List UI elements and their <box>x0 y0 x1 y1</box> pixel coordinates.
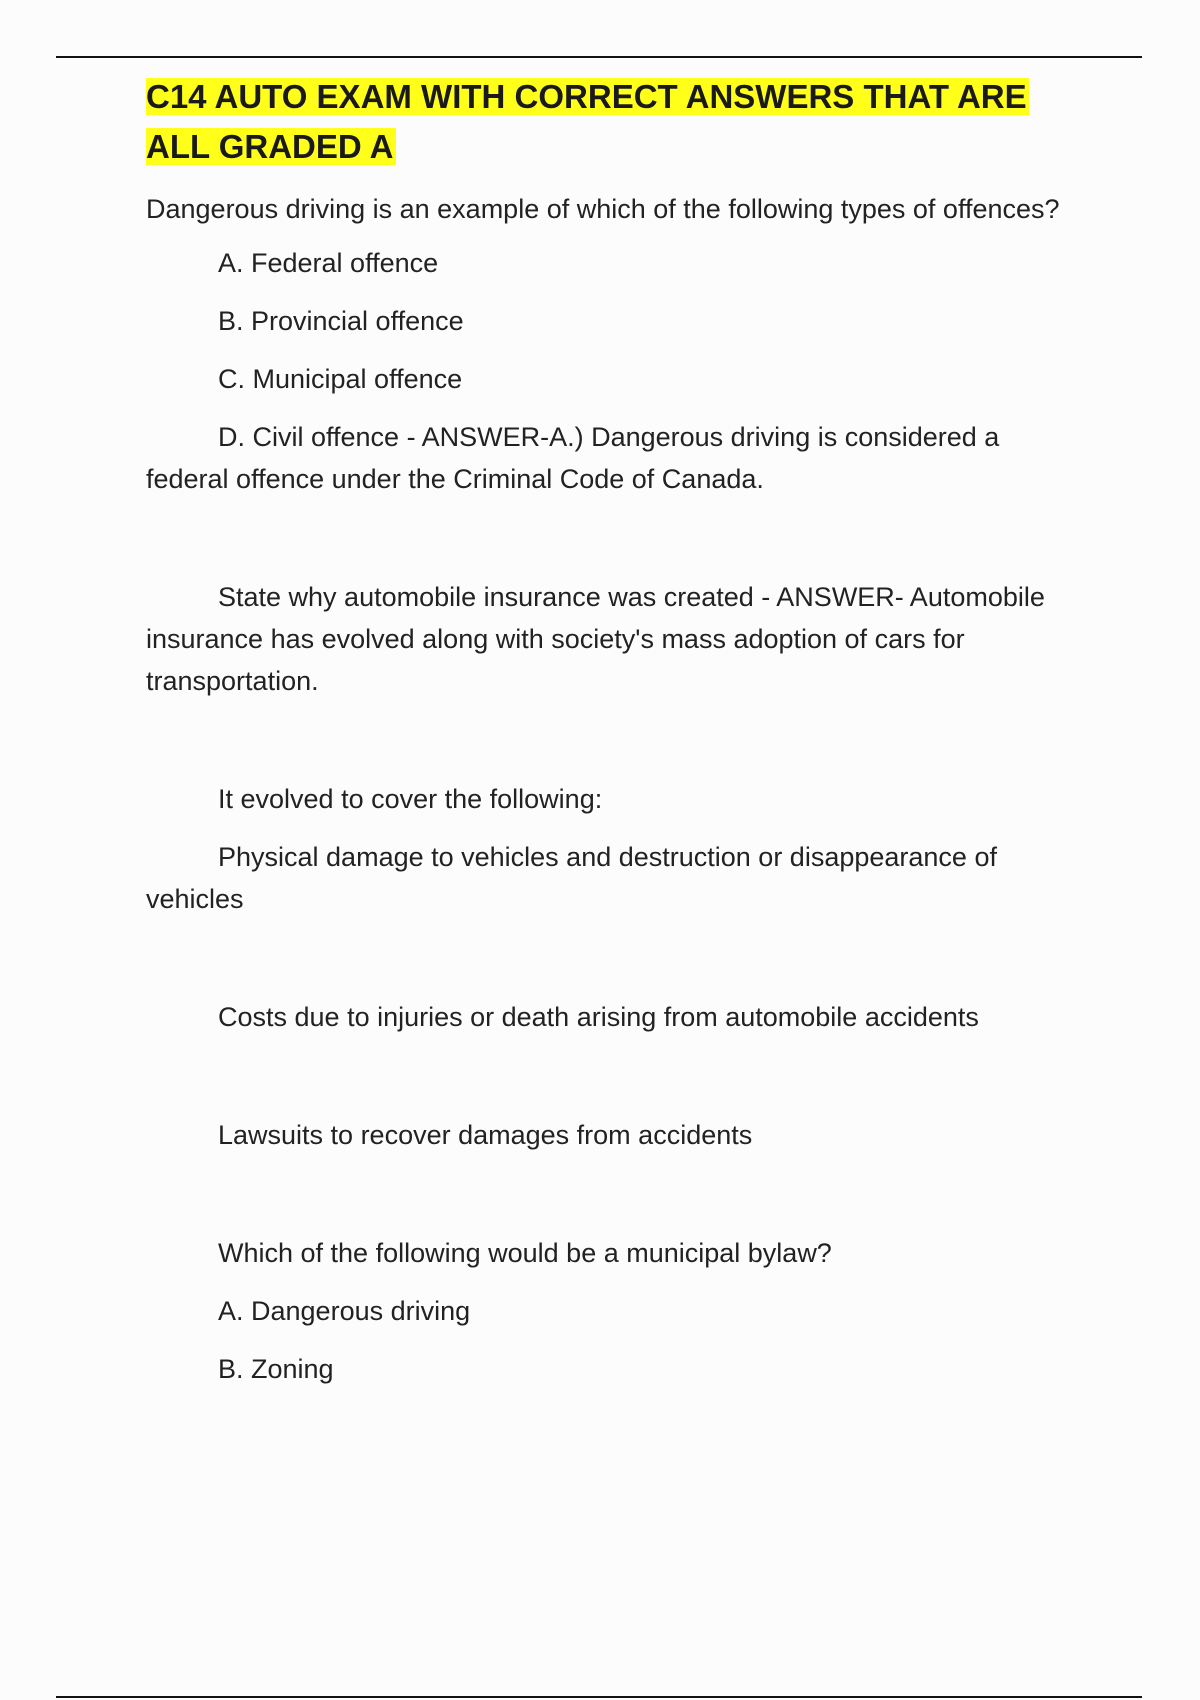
bottom-rule <box>56 1696 1142 1698</box>
q2-item-1: Physical damage to vehicles and destruction or disappearance of vehicles <box>146 842 997 914</box>
document-title-text: C14 AUTO EXAM WITH CORRECT ANSWERS THAT ARE ALL GRADED A <box>146 78 1027 165</box>
q1-option-b: B. Provincial offence <box>218 306 464 336</box>
q3-option-a: A. Dangerous driving <box>218 1296 471 1326</box>
q2-item-2: Costs due to injuries or death arising from automobile accidents <box>218 1002 979 1032</box>
q2-question-answer: State why automobile insurance was created - ANSWER- Automobile insurance has evolved along with society's mass adoption of cars for transportation. <box>146 582 1045 696</box>
q1-option-a: A. Federal offence <box>218 248 439 278</box>
document-title <box>146 72 1066 172</box>
q2-evolved-intro: It evolved to cover the following: <box>218 784 603 814</box>
q2-item-3: Lawsuits to recover damages from accidents <box>218 1120 753 1150</box>
document-body <box>146 72 1066 1390</box>
q1-question: Dangerous driving is an example of which of the following types of offences? <box>146 194 1060 224</box>
q3-option-b: B. Zoning <box>218 1354 334 1384</box>
q1-option-d-answer: D. Civil offence - ANSWER-A.) Dangerous driving is considered a federal offence under the Criminal Code of Canada. <box>146 422 1000 494</box>
q3-question: Which of the following would be a municipal bylaw? <box>218 1238 832 1268</box>
q1-option-c: C. Municipal offence <box>218 364 463 394</box>
top-rule <box>56 56 1142 58</box>
